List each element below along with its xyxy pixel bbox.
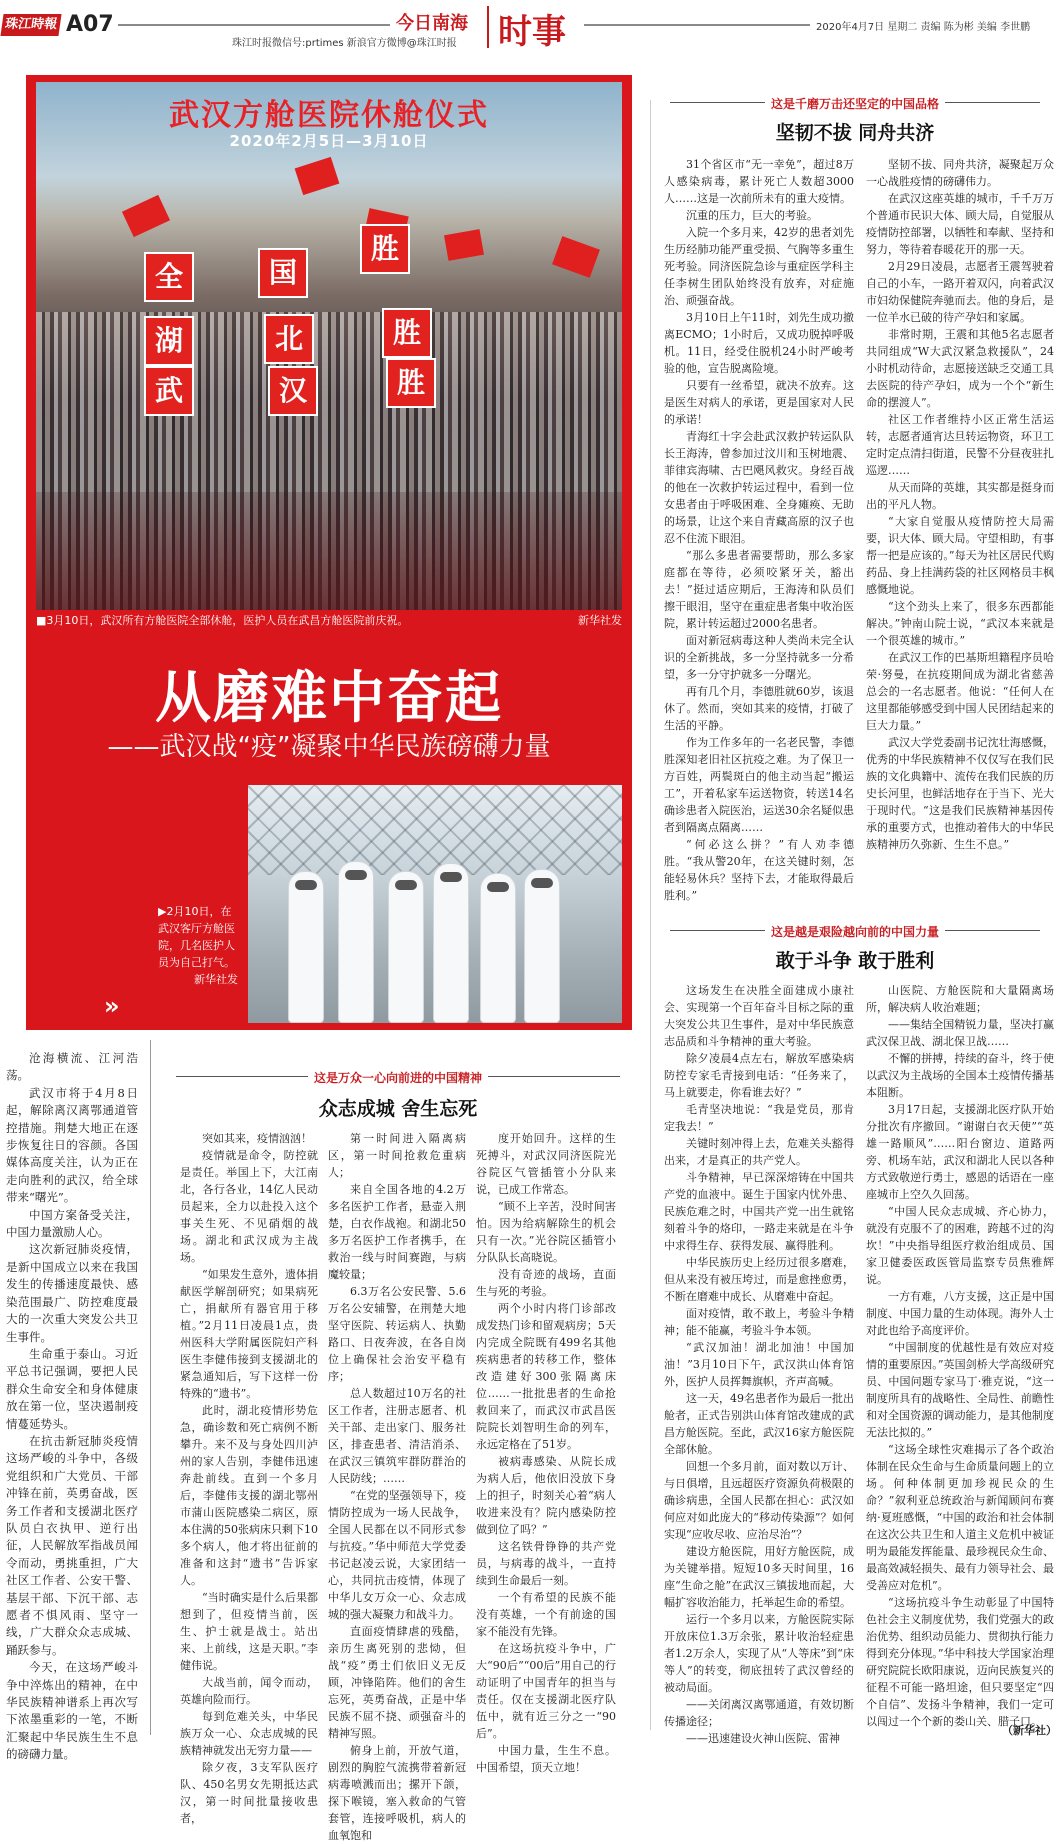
paragraph: 一个有希望的民族不能没有英雄，一个有前途的国家不能没有先锋。 <box>476 1591 616 1638</box>
paragraph: 面对疫情，敢不敢上，考验斗争精神；能不能赢，考验斗争本领。 <box>664 1307 854 1337</box>
paragraph: 不懈的拼搏，持续的奋斗，终于使以武汉为主战场的全国本土疫情传播基本阻断。 <box>866 1052 1054 1099</box>
paragraph: 在这场抗疫斗争中，广大“90后”“00后”用自己的行动证明了中国青年的担当与责任。仅在支援湖北医疗队伍中，就有近三分之一“90后”。 <box>476 1642 616 1740</box>
paragraph: 中华民族历史上经历过很多磨难，但从来没有被压垮过，而是愈挫愈勇，不断在磨难中成长、从磨难中奋起。 <box>664 1256 854 1303</box>
paragraph: 关键时刻冲得上去，危难关头豁得出来，才是真正的共产党人。 <box>664 1137 854 1167</box>
photo-banner-title: 武汉方舱医院休舱仪式 <box>169 98 489 133</box>
paragraph: 直面疫情肆虐的残酷，亲历生离死别的悲恸，但战“疫”勇士们依旧义无反顾，冲锋陷阵。他们的舍生忘死，英勇奋战，正是中华民族不屈不挠、顽强奋斗的精神写照。 <box>328 1625 466 1740</box>
medics-photo <box>248 785 622 1023</box>
paragraph: 入院一个多月来，42岁的患者刘先生历经肺功能严重受损、气胸等多重生死考验。同济医院急诊与重症医学科主任李树生团队始终没有放弃，对症施治、顽强奋战。 <box>664 226 854 307</box>
section-name: 今日南海 <box>396 13 468 34</box>
article3-kicker <box>176 1069 620 1086</box>
double-chevron-icon: » <box>104 992 120 1020</box>
paragraph: 非常时期，王震和其他5名志愿者共同组成“W大武汉紧急救援队”，24小时机动待命，志愿接送缺乏交通工具去医院的待产孕妇，成为一个个“新生命的摆渡人”。 <box>866 328 1054 409</box>
column-divider <box>650 100 651 1730</box>
paragraph: 没有奇迹的战场，直面生与死的考验。 <box>476 1268 616 1298</box>
paragraph: 这场发生在决胜全面建成小康社会、实现第一个百年奋斗目标之际的重大突发公共卫生事件，是对中华民族意志品质和斗争精神的重大考验。 <box>664 984 854 1048</box>
paragraph: 毛青坚决地说：“我是党员，那肯定我去！” <box>664 1103 854 1133</box>
article1-headline: 坚韧不拔 同舟共济 <box>775 122 935 144</box>
paragraph: “这场抗疫斗争生动彰显了中国特色社会主义制度优势，我们党强大的政治优势、组织动员能力、贯彻执行能力得到充分体现。”华中科技大学国家治理研究院院长欧阳康说，迈向民族复兴的征程不可能一路坦途，但只要坚定“四个自信”、发扬斗争精神，我们一定可以闯过一个个新的娄山关、腊子口。 <box>866 1596 1054 1728</box>
issue-meta: 2020年4月7日 星期二 责编 陈为彬 美编 李世鹏 <box>816 22 1031 33</box>
medics-caption-text: ▶2月10日，在武汉客厅方舱医院，几名医护人员为自己打气。 <box>158 905 235 969</box>
paragraph: 第一时间进入隔离病区，第一时间抢救危重病人； <box>328 1132 466 1179</box>
medic-figure <box>388 871 424 1023</box>
paragraph: 坚韧不拔、同舟共济，凝聚起万众一心战胜疫情的磅礴伟力。 <box>866 158 1054 188</box>
column-divider <box>150 1040 151 1735</box>
paragraph: 再有几个月，李德胜就60岁，该退休了。然而，突如其来的疫情，打破了生活的平静。 <box>664 685 854 732</box>
flag <box>295 157 340 195</box>
flag <box>122 195 170 237</box>
article3-kicker-text: 这是万众一心向前进的中国精神 <box>308 1071 488 1085</box>
paragraph: 此时，湖北疫情形势危急，确诊数和死亡病例不断攀升。来不及与身处四川泸州的家人告别，李健伟迅速奔赴前线。直到一个多月后，李健伟支援的湖北鄂州市蒲山医院感染二病区，原本住满的50张病床只剩下10多个病人，他才将出征前的准备和这封“遗书”告诉家人。 <box>180 1404 318 1587</box>
paragraph: 回想一个多月前，面对数以万计、与日俱增，且远超医疗资源负荷极限的确诊病患，全国人民都在担心：武汉如何应对如此庞大的“移动传染源”？如何实现“应收尽收、应治尽治”？ <box>664 1460 854 1541</box>
paragraph: 青海红十字会赴武汉救护转运队队长王海涛，曾参加过汶川和玉树地震、菲律宾海啸、古巴飓风救灾。身经百战的他在一次救护转运过程中，看到一位女患者由于呼吸困难、全身瘫痪、无助的场景，让这个来自青藏高原的汉子也忍不住流下眼泪。 <box>664 430 854 545</box>
ceremony-photo <box>36 82 622 610</box>
paragraph: 每到危难关头，中华民族万众一心、众志成城的民族精神就发出无穷力量—— <box>180 1710 318 1757</box>
article2-headline: 敢于斗争 敢于胜利 <box>775 950 935 972</box>
header-rule-right <box>584 24 810 26</box>
medics-photo-caption <box>158 903 238 988</box>
medic-visor <box>531 878 553 888</box>
header-rule <box>118 24 390 26</box>
flag <box>444 229 484 261</box>
medic-visor <box>440 872 462 882</box>
paragraph: 武汉市将于4月8日起，解除离汉离鄂通道管控措施。荆楚大地正在逐步恢复往日的容颜。各国媒体高度关注，认为正在走向胜利的武汉，给全球带来“曙光”。 <box>6 1085 138 1205</box>
paragraph: “武汉加油！湖北加油！中国加油！”3月10日下午，武汉洪山体育馆外，医护人员挥舞旗帜，齐声高喊。 <box>664 1341 854 1388</box>
paragraph: 斗争精神，早已深深熔铸在中国共产党的血液中。诞生于国家内忧外患、民族危难之时，中国共产党一出生就铭刻着斗争的烙印，一路走来就是在斗争中求得生存、获得发展、赢得胜利。 <box>664 1171 854 1252</box>
feature-subheadline: ——武汉战“疫”凝聚中华民族磅礴力量 <box>107 732 551 762</box>
sign-char: 胜 <box>386 358 436 408</box>
paragraph: 突如其来，疫情汹汹！ <box>202 1132 312 1145</box>
paragraph: 两个小时内将门诊部改成发热门诊和留观病房；5天内完成全院既有499名其他疾病患者的转移工作，整体改造建好300张隔离床位……一批批患者的生命抢救回来了，而武汉市武昌医院院长刘智明生命的列车，永远定格在了51岁。 <box>476 1302 616 1451</box>
medic-figure <box>433 863 469 1023</box>
page-number: A07 <box>66 12 114 37</box>
sign-char: 汉 <box>268 366 318 416</box>
paragraph: 6.3万名公安民警、5.6万名公安辅警，在荆楚大地坚守医院、转运病人、执勤路口、日夜奔波，在各自岗位上确保社会治安平稳有序； <box>328 1285 466 1383</box>
article3-column-2 <box>328 1130 466 1842</box>
article3-column-3 <box>476 1130 616 1774</box>
paragraph: 这一天，49名患者作为最后一批出舱者，正式告别洪山体育馆改建成的武昌方舱医院。至此，武汉16家方舱医院全部休舱。 <box>664 1392 854 1456</box>
sign-char: 胜 <box>360 224 410 274</box>
paragraph: 除夕凌晨4点左右，解放军感染病防控专家毛青接到电话：“任务来了，马上就要走，你看谁去好？” <box>664 1052 854 1099</box>
article2-kicker-text: 这是越是艰险越向前的中国力量 <box>765 925 945 939</box>
article2-kicker <box>670 923 1040 940</box>
sign-char: 北 <box>264 314 314 364</box>
photo-credit: 新华社发 <box>578 614 622 627</box>
paragraph: 作为工作多年的一名老民警，李德胜深知老旧社区抗疫之难。为了保卫一方百姓，两鬓斑白的他主动当起“搬运工”，开着私家车运送物资，转送14名确诊患者入院医治，运送30余名疑似患者到隔离点隔离…… <box>664 736 854 834</box>
paragraph: “那么多患者需要帮助，那么多家庭都在等待，必须咬紧牙关，豁出去！”挺过适应期后，王海涛和队员们擦干眼泪，坚守在重症患者集中收治医院，累计转运超过2000名患者。 <box>664 549 854 630</box>
crowd-shade <box>36 492 622 610</box>
medic-figure <box>338 861 374 1023</box>
paragraph: “在党的坚强领导下，疫情防控成为一场人民战争，全国人民都在以不同形式参与抗疫。”华中师范大学党委书记赵凌云说，大家团结一心，共同抗击疫情，体现了中华儿女万众一心、众志成城的强大凝聚力和战斗力。 <box>328 1489 466 1621</box>
article3-column-1 <box>180 1130 318 1825</box>
paragraph: 武汉大学党委副书记沈壮海感慨，优秀的中华民族精神不仅仅写在我们民族的文化典籍中、流传在我们民族的历史长河里，也鲜活地存在于当下、光大于现时代。“这是我们民族精神基因传承的重要方式，也推动着伟大的中华民族精神历久弥新、生生不息。” <box>866 736 1054 851</box>
paragraph: 一方有难，八方支援，这正是中国制度、中国力量的生动体现。海外人士对此也给予高度评价。 <box>866 1290 1054 1337</box>
paragraph: “大家自觉服从疫情防控大局需要，识大体、顾大局。守望相助，有事帮一把是应该的。”每天为社区居民代购药品、身上挂满药袋的社区网格员丰枫感慨地说。 <box>866 515 1054 596</box>
lead-column <box>6 1050 138 1762</box>
medics-photo-credit: 新华社发 <box>194 973 238 986</box>
newspaper-logo: 珠江時報 <box>0 14 61 36</box>
medic-figure <box>524 869 560 1023</box>
sign-char: 全 <box>144 252 194 302</box>
paragraph: 俯身上前，开放气道，剧烈的胸腔气流携带着新冠病毒喷溅而出；摞开下颌，探下喉镜，塞入救命的气管套管，连接呼吸机，病人的血氧饱和 <box>328 1744 466 1842</box>
paragraph: 从天而降的英雄，其实都是挺身而出的平凡人物。 <box>866 481 1054 511</box>
paragraph: 这次新冠肺炎疫情，是新中国成立以来在我国发生的传播速度最快、感染范围最广、防控难度最大的一次重大突发公共卫生事件。 <box>6 1242 138 1344</box>
sign-char: 胜 <box>382 308 432 358</box>
paragraph: “这场全球性灾难揭示了各个政治体制在民众生命与生命质量问题上的立场。何种体制更加珍视民众的生命？”叙利亚总统政治与新闻顾问布赛纳·夏班感慨，“中国的政治和社会体制在这次公共卫生和人道主义危机中被证明为最能发挥能量、最珍视民众生命、最高效减轻损失、最有力领导社会、最受善应对危机”。 <box>866 1443 1054 1592</box>
paragraph: 中国力量，生生不息。中国希望，顶天立地！ <box>476 1744 616 1774</box>
medic-visor <box>295 880 317 890</box>
paragraph: 度开始回升。这样的生死搏斗，对武汉同济医院光谷院区气管插管小分队来说，已成工作常态。 <box>476 1132 616 1196</box>
article3-headline: 众志成城 舍生忘死 <box>318 1098 478 1120</box>
ceiling-truss <box>248 785 622 875</box>
article1-kicker <box>670 95 1040 112</box>
paragraph: 山医院、方舱医院和大量隔离场所，解决病人收治难题； <box>866 984 1054 1014</box>
paragraph: 今天，在这场严峻斗争中淬炼出的精神，在中华民族精神谱系上再次写下浓墨重彩的一笔，不断汇聚起中华民族生生不息的磅礴力量。 <box>6 1660 138 1762</box>
paragraph: 大战当前，闻令而动，英雄向险而行。 <box>180 1676 318 1706</box>
paragraph: “何必这么拼？”有人劝李德胜。“我从警20年，在这关键时刻，怎能轻易休兵？坚持下去，才能取得最后胜利。” <box>664 838 854 902</box>
header-divider <box>487 6 489 48</box>
feature-headline: 从磨难中奋起 <box>155 666 503 731</box>
sign-char: 武 <box>144 366 194 416</box>
paragraph: 这名铁骨铮铮的共产党员，与病毒的战斗，一直持续到生命最后一刻。 <box>476 1540 616 1587</box>
column-name: 时事 <box>498 12 566 52</box>
article1-column-2 <box>866 156 1054 881</box>
header-subline: 珠江时报微信号:prtimes 新浪官方微博@珠江时报 <box>232 38 457 49</box>
medic-figure <box>288 871 324 1023</box>
medic-visor <box>395 880 417 890</box>
paragraph: 社区工作者维持小区正常生活运转，志愿者通宵达旦转运物资，环卫工定时定点清扫街道，民警不分昼夜驻扎巡逻…… <box>866 413 1054 477</box>
paragraph: “当时确实是什么后果都想到了，但疫情当前，医生、护士就是战士。站出来、上前线，这是天职。”李健伟说。 <box>180 1591 318 1672</box>
medic-figure <box>480 873 516 1023</box>
article2-column-2 <box>866 982 1054 1728</box>
medic-visor <box>345 870 367 880</box>
paragraph: 3月10日上午11时，刘先生成功撤离ECMO；1小时后，又成功脱掉呼吸机。11日，经受住脱机24小时严峻考验的他，宣告脱离险境。 <box>664 311 854 375</box>
paragraph: 来自全国各地的4.2万多名医护工作者，悬壶入荆楚，白衣作战袍。和湖北50多万名医护工作者携手，在救治一线与时间赛跑，与病魔较量； <box>328 1183 466 1281</box>
paragraph: ——关闭离汉离鄂通道，有效切断传播途径； <box>664 1698 854 1728</box>
paragraph: “中国制度的优越性是有效应对疫情的重要原因。”英国剑桥大学高级研究员、中国问题专家马丁·雅克说，“这一制度所具有的战略性、全局性、前瞻性和对全国资源的调动能力，是其他制度无法比拟的。” <box>866 1341 1054 1439</box>
photo-caption <box>36 612 622 628</box>
paragraph: “顾不上辛苦，没时间害怕。因为给病解除生的机会只有一次。”光谷院区插管小分队队长高晓说。 <box>476 1200 616 1264</box>
paragraph: 在抗击新冠肺炎疫情这场严峻的斗争中，各级党组织和广大党员、干部冲锋在前，英勇奋战，医务工作者和支援湖北医疗队员白衣执甲、逆行出征，人民解放军指战员闻令而动，勇挑重担，广大社区工作者、公安干警、基层干部、下沉干部、志愿者不惧风雨、坚守一线，广大群众众志成城、踊跃参与。 <box>6 1433 138 1657</box>
paragraph: ——集结全国精锐力量，坚决打赢武汉保卫战、湖北保卫战…… <box>866 1018 1054 1048</box>
article1-kicker-text: 这是千磨万击还坚定的中国品格 <box>765 97 945 111</box>
paragraph: 沉重的压力，巨大的考验。 <box>686 209 818 222</box>
paragraph: 31个省区市“无一幸免”，超过8万人感染病毒，累计死亡人数超3000人……这是一次前所未有的重大疫情。 <box>664 158 854 205</box>
paragraph: ——迅速建设火神山医院、雷神 <box>686 1732 840 1745</box>
flag <box>552 236 600 278</box>
paragraph: 被病毒感染、从院长成为病人后，他依旧没放下身上的担子，时刻关心着“病人收进来没有？院内感染防控做到位了吗？” <box>476 1455 616 1536</box>
paragraph: 面对新冠病毒这种人类尚未完全认识的全新挑战，多一分坚持就多一分希望，多一分守护就多一分曙光。 <box>664 634 854 681</box>
paragraph: “如果发生意外，遗体捐献医学解剖研究；如果病死亡，捐献所有器官用于移植。”2月11日凌晨1点，贵州医科大学附属医院妇产科医生李健伟接到支援湖北的紧急通知后，写下这样一份特殊的“遗书”。 <box>180 1268 318 1400</box>
paragraph: 2月29日凌晨，志愿者王震驾驶着自己的小车，一路开着双闪，向着武汉市妇幼保健院奔驰而去。他的身后，是一位羊水已破的待产孕妇和家属。 <box>866 260 1054 324</box>
paragraph: 在武汉工作的巴基斯坦籍程序员哈荣·努曼，在抗疫期间成为湖北省慈善总会的一名志愿者。他说：“任何人在这里都能够感受到中国人民团结起来的巨大力量。” <box>866 651 1054 732</box>
paragraph: 疫情就是命令，防控就是责任。举国上下，大江南北，各行各业，14亿人民动员起来，全力以赴投入这个事关生死、不见硝烟的战场。湖北和武汉成为主战场。 <box>180 1149 318 1264</box>
paragraph: 3月17日起，支援湖北医疗队开始分批次有序撤回。“谢谢白衣天使”“英雄一路顺风”……阳台窗边、道路两旁、机场车站，武汉和湖北人民以各种方式致敬逆行勇士，感恩的话语在一座座城市上空久久回荡。 <box>866 1103 1054 1201</box>
paragraph: 中国方案备受关注，中国力量激励人心。 <box>6 1207 138 1240</box>
article2-column-1 <box>664 982 854 1745</box>
sign-char: 湖 <box>144 316 194 366</box>
article1-column-1 <box>664 156 854 902</box>
paragraph: 运行一个多月以来，方舱医院实际开放床位1.3万余张，累计收治轻症患者1.2万余人，实现了从“人等床”到“床等人”的转变，彻底扭转了武汉曾经的被动局面。 <box>664 1613 854 1694</box>
photo-caption-text: ■3月10日，武汉所有方舱医院全部休舱，医护人员在武昌方舱医院前庆祝。 <box>36 614 409 627</box>
medic-visor <box>487 882 509 892</box>
photo-banner-date: 2020年2月5日—3月10日 <box>229 132 429 150</box>
paragraph: “中国人民众志成城、齐心协力，就没有克服不了的困难，跨越不过的沟坎！”中央指导组医疗救治组成员、国家卫健委医政医管局监察专员焦雅辉说。 <box>866 1205 1054 1286</box>
paragraph: “这个劲头上来了，很多东西都能解决。”钟南山院士说，“武汉本来就是一个很英雄的城市。” <box>866 600 1054 647</box>
paragraph: 建设方舱医院，用好方舱医院，成为关键举措。短短10多天时间里，16座“生命之舱”在武汉三镇拔地而起，大幅扩容收治能力，托举起生命的希望。 <box>664 1545 854 1609</box>
paragraph: 只要有一丝希望，就决不放弃。这是医生对病人的承诺，更是国家对人民的承诺！ <box>664 379 854 426</box>
paragraph: 除夕夜，3支军队医疗队、450名男女先期抵达武汉，第一时间批量接收患者， <box>180 1761 318 1825</box>
article2-credit: （新华社） <box>1002 1724 1057 1737</box>
paragraph: 在武汉这座英雄的城市，千千万万个普通市民识大体、顾大局，自觉服从疫情防控部署，以牺牲和奉献、坚持和努力，等待着春暖花开的那一天。 <box>866 192 1054 256</box>
paragraph: 生命重于泰山。习近平总书记强调，要把人民群众生命安全和身体健康放在第一位，坚决遏制疫情蔓延势头。 <box>6 1346 138 1431</box>
paragraph: 沧海横流、江河浩荡。 <box>6 1051 138 1083</box>
paragraph: 总人数超过10万名的社区工作者，注册志愿者、机关干部、走出家门、服务社区，排查患者、清洁消杀、在武汉三镇筑牢群防群治的人民防线；…… <box>328 1387 466 1485</box>
sign-char: 国 <box>258 248 308 298</box>
